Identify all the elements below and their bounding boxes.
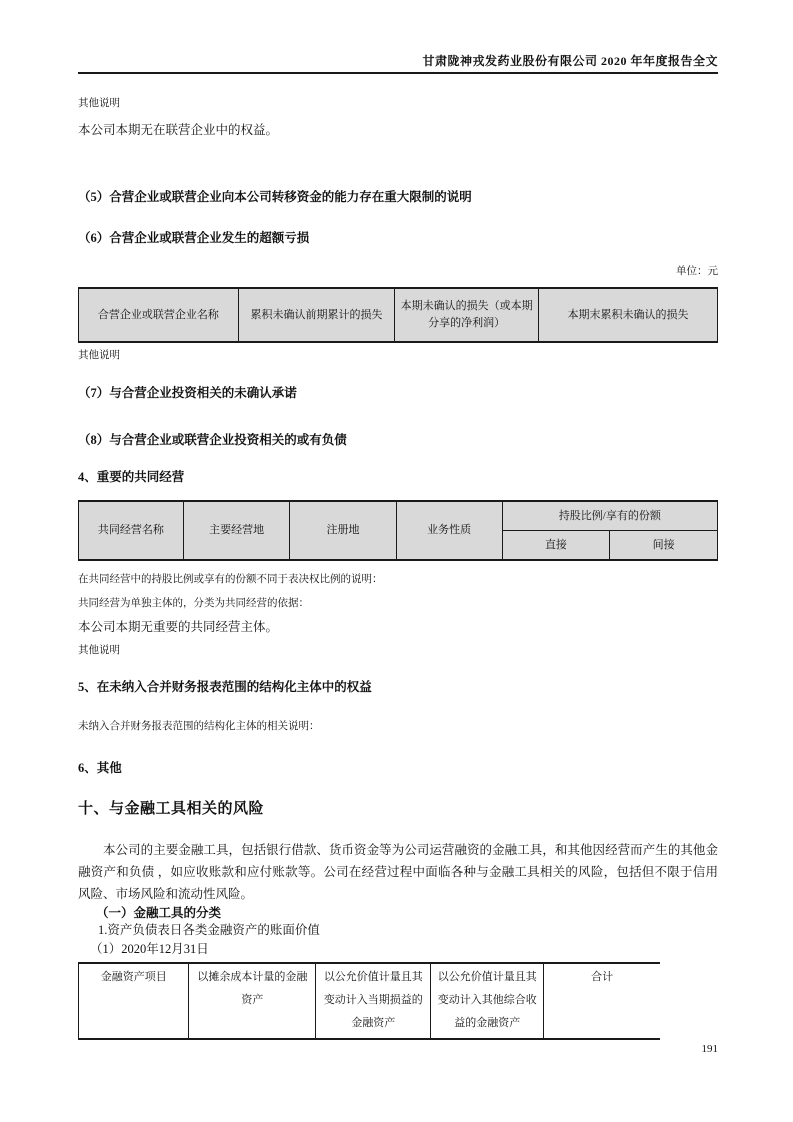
table-header-cell: 业务性质 (396, 501, 502, 560)
financial-assets-table (78, 962, 660, 1040)
table-header-cell: 注册地 (290, 501, 396, 560)
structured-entities-note: 未纳入合并财务报表范围的结构化主体的相关说明： (78, 721, 320, 732)
table-header-cell: 累积未确认前期累计的损失 (238, 288, 395, 342)
table-header-cell: 以公允价值计量且其变动计入当期损益的金融资产 (316, 963, 431, 1039)
table-header-row (79, 288, 718, 342)
heading-6-other: 6、其他 (78, 761, 122, 775)
table-header-cell-direct: 直接 (502, 531, 610, 561)
heading-8-contingent-liabilities: （8）与合营企业或联营企业投资相关的或有负债 (78, 433, 347, 447)
table-header-cell: 金融资产项目 (79, 963, 189, 1039)
other-explanation-label-1: 其他说明 (78, 98, 120, 109)
table-header-cell-total: 合计 (544, 963, 660, 1039)
other-explanation-label-2: 其他说明 (78, 350, 120, 361)
classification-basis-note: 共同经营为单独主体的，分类为共同经营的依据： (78, 598, 309, 609)
page-header (78, 0, 718, 74)
table-header-cell: 主要经营地 (183, 501, 290, 560)
financial-assets-table-wrapper (78, 962, 660, 1040)
table-header-row (79, 963, 661, 1039)
page-content (78, 97, 718, 1040)
heading-4-joint-operations: 4、重要的共同经营 (78, 470, 185, 484)
other-explanation-label-3: 其他说明 (78, 645, 120, 656)
heading-5-transfer-restrictions: （5）合营企业或联营企业向本公司转移资金的能力存在重大限制的说明 (78, 190, 472, 204)
table-header-cell: 本期末累积未确认的损失 (539, 288, 718, 342)
table-header-cell: 共同经营名称 (79, 501, 184, 560)
heading-7-unrecognized-commitments: （7）与合营企业投资相关的未确认承诺 (78, 386, 297, 400)
page-header-title: 甘肃陇神戎发药业股份有限公司 2020 年年度报告全文 (422, 54, 718, 68)
no-associate-interest-statement: 本公司本期无在联营企业中的权益。 (78, 123, 279, 137)
heading-5-structured-entities: 5、在未纳入合并财务报表范围的结构化主体中的权益 (78, 680, 372, 694)
page-number: 191 (701, 1043, 718, 1055)
unit-label: 单位：元 (676, 266, 718, 277)
voting-ratio-note: 在共同经营中的持股比例或享有的份额不同于表决权比例的说明： (78, 574, 383, 585)
table-header-row (79, 501, 718, 531)
excess-losses-table (78, 287, 718, 343)
joint-operations-table (78, 500, 718, 561)
heading-carrying-value: 1.资产负债表日各类金融资产的账面价值 (98, 923, 320, 937)
heading-10-financial-instrument-risks: 十、与金融工具相关的风险 (78, 801, 265, 817)
no-joint-operation-statement: 本公司本期无重要的共同经营主体。 (78, 620, 279, 634)
heading-balance-date: （1）2020年12月31日 (90, 942, 209, 956)
table-header-cell-indirect: 间接 (610, 531, 718, 561)
table-header-cell-shareholding-span: 持股比例/享有的份额 (502, 501, 717, 531)
financial-risk-paragraph: 本公司的主要金融工具，包括银行借款、货币资金等为公司运营融资的金融工具，和其他因经营而产生的其他金融资产和负债 ，如应收账款和应付账款等。公司在经营过程中面临各种与金融工具相关的风险，包括但不限于信用风险、市场风险和流动性风险。 (78, 843, 718, 901)
heading-6-excess-losses: （6）合营企业或联营企业发生的超额亏损 (78, 231, 310, 245)
table-header-cell: 本期未确认的损失（或本期分享的净利润） (395, 288, 539, 342)
table-header-cell: 合营企业或联营企业名称 (79, 288, 239, 342)
heading-classification-of-instruments: （一）金融工具的分类 (96, 906, 222, 920)
table-header-cell: 以公允价值计量且其变动计入其他综合收益的金融资产 (431, 963, 544, 1039)
table-header-cell: 以摊余成本计量的金融资产 (189, 963, 316, 1039)
